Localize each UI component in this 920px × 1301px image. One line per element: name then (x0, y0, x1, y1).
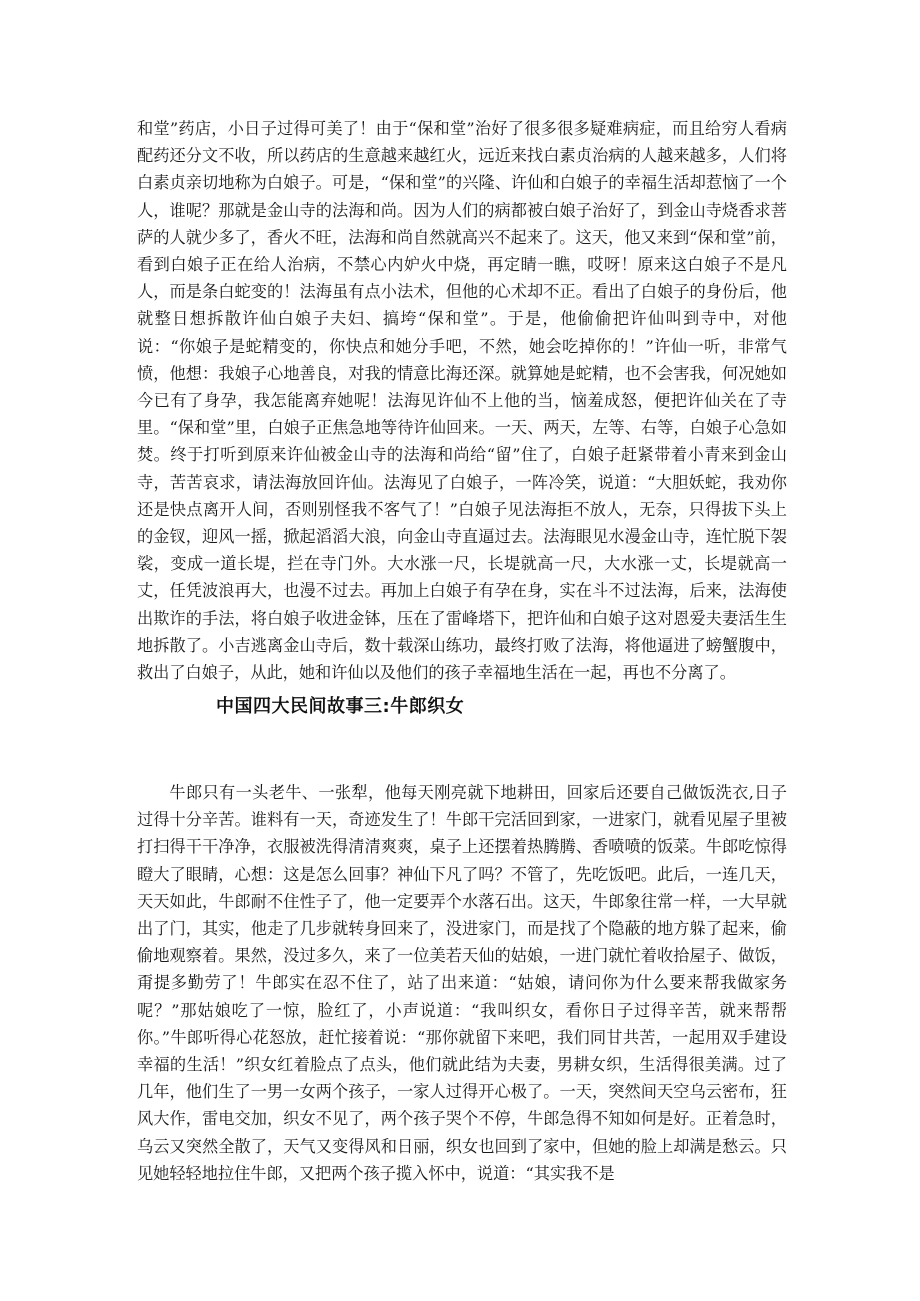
story-paragraph-cowherd-weaver: 牛郎只有一头老牛、一张犁，他每天刚亮就下地耕田，回家后还要自己做饭洗衣,日子过得十分辛苦。谁料有一天，奇迹发生了！牛郎干完活回到家，一进家门，就看见屋子里被打扫得干干净净，衣服被洗得清清爽爽，桌子上还摆着热腾腾、香喷喷的饭菜。牛郎吃惊得瞪大了眼睛，心想：这是怎么回事？神仙下凡了吗？不管了，先吃饭吧。此后，一连几天，天天如此，牛郎耐不住性子了，他一定要弄个水落石出。这天，牛郎象往常一样，一大早就出了门，其实，他走了几步就转身回来了，没进家门，而是找了个隐蔽的地方躲了起来，偷偷地观察着。果然，没过多久，来了一位美若天仙的姑娘，一进门就忙着收拾屋子、做饭，甭提多勤劳了！牛郎实在忍不住了，站了出来道：“姑娘，请问你为什么要来帮我做家务呢？”那姑娘吃了一惊，脸红了，小声说道：“我叫织女，看你日子过得辛苦，就来帮帮你。”牛郎听得心花怒放，赶忙接着说：“那你就留下来吧，我们同甘共苦，一起用双手建设幸福的生活！”织女红着脸点了点头，他们就此结为夫妻，男耕女织，生活得很美满。过了几年，他们生了一男一女两个孩子，一家人过得开心极了。一天，突然间天空乌云密布，狂风大作，雷电交加，织女不见了，两个孩子哭个不停，牛郎急得不知如何是好。正着急时，乌云又突然全散了，天气又变得风和日丽，织女也回到了家中，但她的脸上却满是愁云。只见她轻轻地拉住牛郎，又把两个孩子揽入怀中，说道：“其实我不是 (137, 783, 787, 1183)
story-paragraph-white-snake: 和堂”药店，小日子过得可美了！由于“保和堂”治好了很多很多疑难病症，而且给穷人看病配药还分文不收，所以药店的生意越来越红火，远近来找白素贞治病的人越来越多，人们将白素贞亲切地称为白娘子。可是，“保和堂”的兴隆、许仙和白娘子的幸福生活却惹恼了一个人，谁呢？那就是金山寺的法海和尚。因为人们的病都被白娘子治好了，到金山寺烧香求菩萨的人就少多了，香火不旺，法海和尚自然就高兴不起来了。这天，他又来到“保和堂”前，看到白娘子正在给人治病，不禁心内妒火中烧，再定睛一瞧，哎呀！原来这白娘子不是凡人，而是条白蛇变的！法海虽有点小法术，但他的心术却不正。看出了白娘子的身份后，他就整日想拆散许仙白娘子夫妇、搞垮“保和堂”。于是，他偷偷把许仙叫到寺中，对他说：“你娘子是蛇精变的，你快点和她分手吧，不然，她会吃掉你的！”许仙一听，非常气愤，他想：我娘子心地善良，对我的情意比海还深。就算她是蛇精，也不会害我，何况她如今已有了身孕，我怎能离弃她呢！法海见许仙不上他的当，恼羞成怒，便把许仙关在了寺里。“保和堂”里，白娘子正焦急地等待许仙回来。一天、两天，左等、右等，白娘子心急如焚。终于打听到原来许仙被金山寺的法海和尚给“留”住了，白娘子赶紧带着小青来到金山寺，苦苦哀求，请法海放回许仙。法海见了白娘子，一阵冷笑，说道：“大胆妖蛇，我劝你还是快点离开人间，否则别怪我不客气了！”白娘子见法海拒不放人，无奈，只得拔下头上的金钗，迎风一摇，掀起滔滔大浪，向金山寺直逼过去。法海眼见水漫金山寺，连忙脱下袈裟，变成一道长堤，拦在寺门外。大水涨一尺，长堤就高一尺，大水涨一丈，长堤就高一丈，任凭波浪再大，也漫不过去。再加上白娘子有孕在身，实在斗不过法海，后来，法海使出欺诈的手法，将白娘子收进金钵，压在了雷峰塔下，把许仙和白娘子这对恩爱夫妻活生生地拆散了。小吉逃离金山寺后，数十载深山练功，最终打败了法海，将他逼进了螃蟹腹中，救出了白娘子，从此，她和许仙以及他们的孩子幸福地生活在一起，再也不分离了。 (137, 119, 787, 683)
section-heading-cowherd-weaver: 中国四大民间故事三:牛郎织女 (216, 696, 465, 717)
